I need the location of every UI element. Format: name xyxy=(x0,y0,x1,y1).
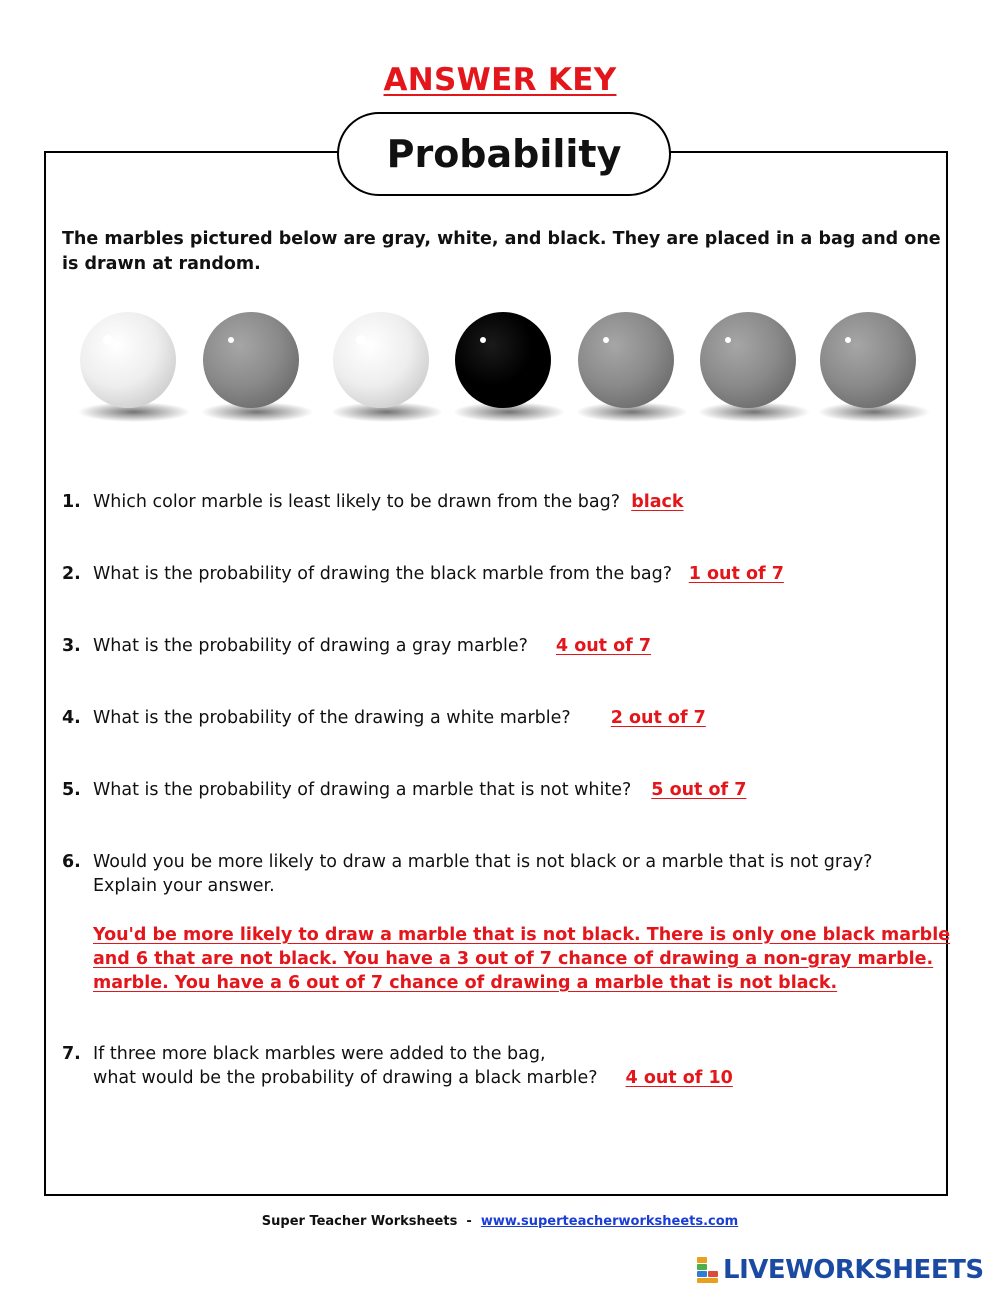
marble-highlight xyxy=(103,335,113,345)
question-text-line2: Explain your answer. xyxy=(93,876,275,896)
footer-separator: - xyxy=(466,1214,472,1229)
question-text-line1: Would you be more likely to draw a marble that is not black or a marble that is not gray? xyxy=(93,852,873,872)
marble-highlight xyxy=(228,337,234,343)
question-number: 1. xyxy=(62,492,81,512)
footer xyxy=(0,1214,1000,1229)
marble-highlight xyxy=(845,337,851,343)
answer-key-heading: ANSWER KEY xyxy=(383,62,617,98)
marble-highlight xyxy=(725,337,731,343)
answer: black xyxy=(631,492,684,512)
question-number: 2. xyxy=(62,564,81,584)
explanation-line: and 6 that are not black. You have a 3 out of 7 chance of drawing a non-gray marble. xyxy=(93,949,934,969)
explanation-line: marble. You have a 6 out of 7 chance of drawing a marble that is not black. xyxy=(93,973,838,993)
answer: 5 out of 7 xyxy=(651,780,747,800)
intro-text: The marbles pictured below are gray, white, and black. They are placed in a bag and one is drawn at random. xyxy=(62,229,941,274)
liveworksheets-blocks-icon xyxy=(697,1257,719,1283)
question-text: What is the probability of the drawing a white marble? xyxy=(93,708,571,728)
gray-marble-6 xyxy=(690,300,810,440)
white-marble-3 xyxy=(323,300,443,440)
footer-link[interactable]: www.superteacherworksheets.com xyxy=(480,1214,739,1229)
gray-marble-5 xyxy=(568,300,688,440)
page-title: Probability xyxy=(337,112,671,196)
question-text-line1: If three more black marbles were added to the bag, xyxy=(93,1044,546,1064)
explanation-answer xyxy=(93,923,953,995)
marble-body xyxy=(700,312,796,408)
marble-body xyxy=(333,312,429,408)
answer: 1 out of 7 xyxy=(688,564,784,584)
marble-body xyxy=(455,312,551,408)
question-text-line2: what would be the probability of drawing a black marble? xyxy=(93,1068,598,1088)
answer: 4 out of 10 xyxy=(625,1068,733,1088)
question-text: Which color marble is least likely to be drawn from the bag? xyxy=(93,492,621,512)
footer-brand: Super Teacher Worksheets xyxy=(261,1214,458,1229)
answer: 4 out of 7 xyxy=(555,636,652,656)
gray-marble-7 xyxy=(810,300,930,440)
liveworksheets-text: LIVEWORKSHEETS xyxy=(723,1255,984,1285)
question-number: 5. xyxy=(62,780,81,800)
marble-highlight xyxy=(603,337,609,343)
explanation-line: You'd be more likely to draw a marble that is not black. There is only one black marble xyxy=(93,925,951,945)
question-number: 4. xyxy=(62,708,81,728)
question-text: What is the probability of drawing a marble that is not white? xyxy=(93,780,632,800)
answer: 2 out of 7 xyxy=(610,708,706,728)
marble-body xyxy=(80,312,176,408)
question-number: 3. xyxy=(62,636,81,656)
gray-marble-2 xyxy=(193,300,313,440)
question-text: What is the probability of drawing the black marble from the bag? xyxy=(93,564,673,584)
marble-body xyxy=(820,312,916,408)
marble-body xyxy=(578,312,674,408)
marble-highlight xyxy=(480,337,486,343)
marble-row xyxy=(0,300,1000,440)
question-text: What is the probability of drawing a gray marble? xyxy=(93,636,528,656)
marble-highlight xyxy=(356,335,366,345)
marble-body xyxy=(203,312,299,408)
question-number: 6. xyxy=(62,852,81,872)
question-number: 7. xyxy=(62,1044,81,1064)
black-marble-4 xyxy=(445,300,565,440)
white-marble-1 xyxy=(70,300,190,440)
liveworksheets-logo xyxy=(697,1255,984,1285)
